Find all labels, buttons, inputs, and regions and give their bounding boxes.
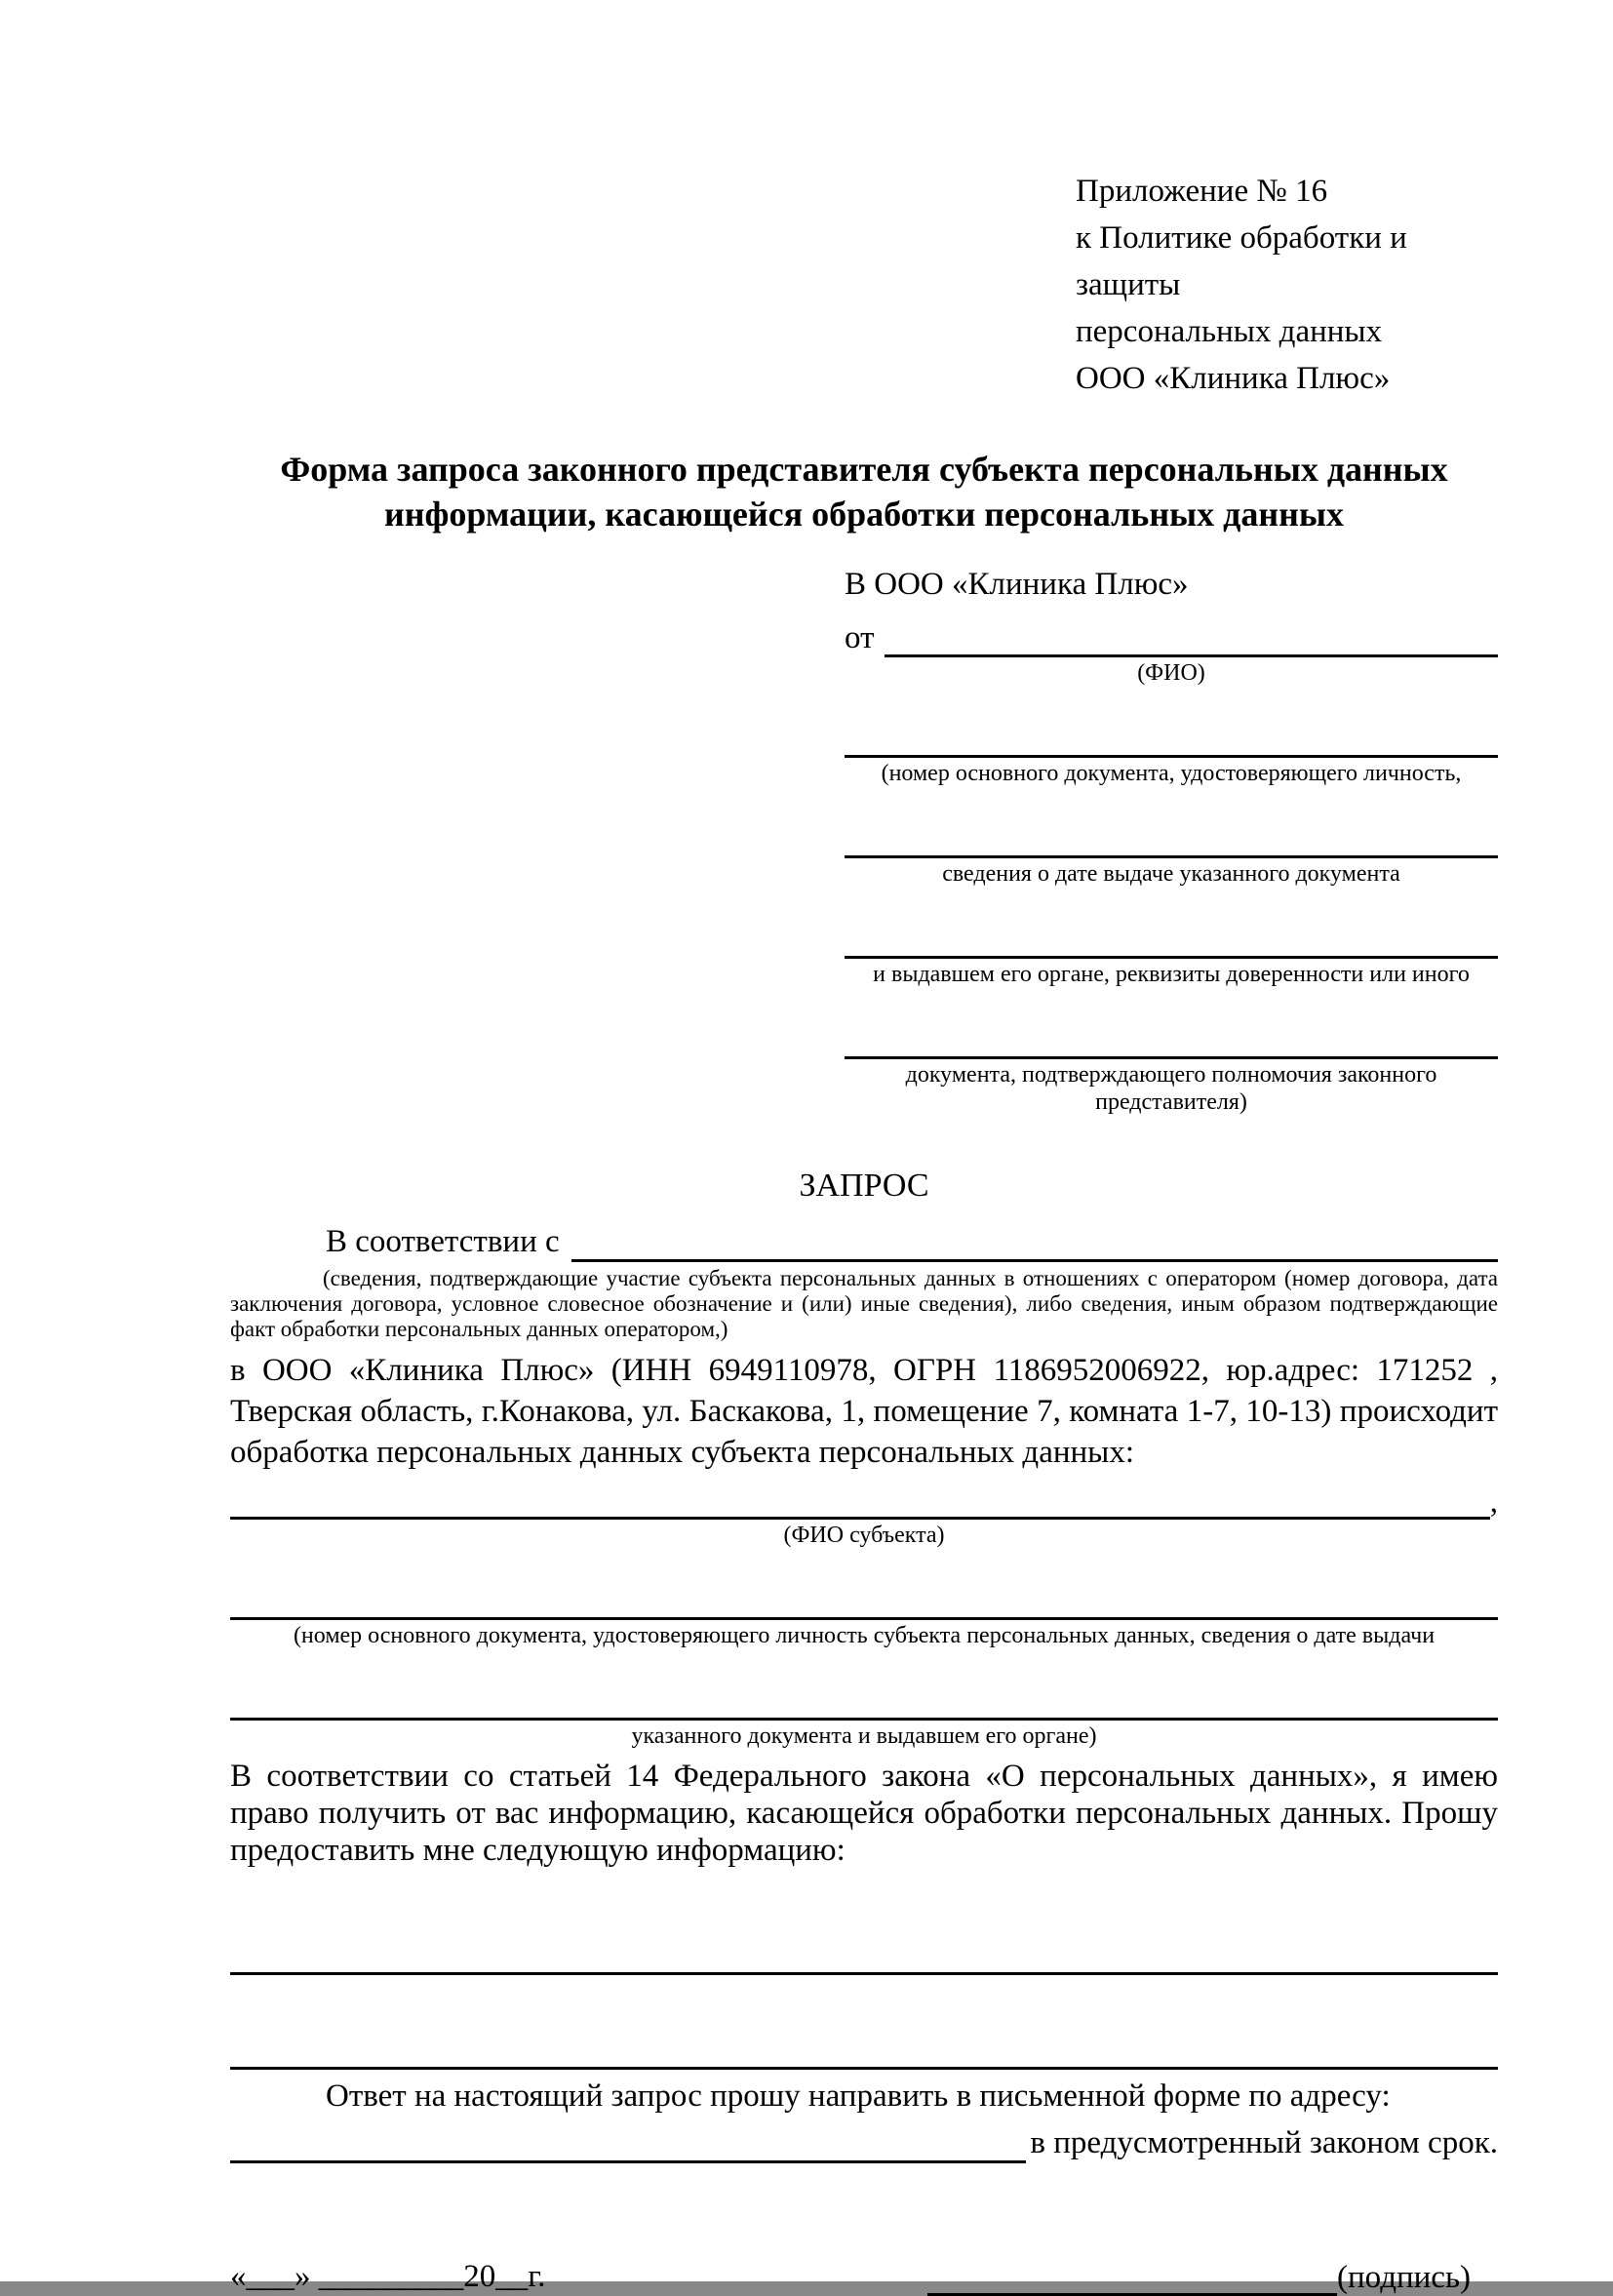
- subject-fio-blank-line: [230, 1482, 1490, 1520]
- subject-document-blank-line: [230, 1576, 1498, 1620]
- fio-caption: (ФИО): [1137, 660, 1205, 686]
- document-number-caption: (номер основного документа, удостоверяющего личность,: [881, 761, 1462, 786]
- spacer: [845, 888, 1498, 913]
- reply-address-row: [230, 2118, 1498, 2163]
- authority-document-blank-line: [845, 1013, 1498, 1059]
- subject-document-caption-2: указанного документа и выдавшем его органе): [631, 1723, 1097, 1749]
- appendix-line: Приложение № 16: [1076, 174, 1328, 209]
- issuing-authority-blank-line: [845, 913, 1498, 959]
- document-title: [230, 447, 1498, 536]
- spacer: [845, 988, 1498, 1013]
- spacer: [845, 687, 1498, 712]
- reply-address-blank-line: [230, 2121, 1026, 2163]
- appendix-line: персональных данных: [1076, 314, 1383, 349]
- operator-paragraph: в ООО «Клиника Плюс» (ИНН 6949110978, ОГРН 1186952006922, юр.адрес: 171252 , Тверская область, г.Конакова, ул. Баскакова, 1, помещение 7, комната 1-7, 10-13) происходит обработка персональных данных субъекта персональных данных:: [230, 1353, 1498, 1470]
- footer-row: [230, 2257, 1471, 2296]
- appendix-block: [1076, 168, 1498, 402]
- signature-caption: (подпись): [1337, 2260, 1471, 2295]
- addressee-block: [845, 564, 1498, 1116]
- accordance-field-row: [230, 1217, 1498, 1262]
- document-number-blank-line: [845, 712, 1498, 758]
- reply-paragraph: Ответ на настоящий запрос прошу направить в письменной форме по адресу:: [326, 2078, 1391, 2114]
- signature-group: [927, 2258, 1471, 2296]
- accordance-caption: (сведения, подтверждающие участие субъекта персональных данных в отношениях с оператором (номер договора, дата заключения договора, условное словесное обозначение и (или) иные сведения), либо сведения, иным образом подтверждающие факт обработки персональных данных оператором,): [230, 1266, 1498, 1341]
- reply-deadline-text: в предусмотренный законом срок.: [1030, 2125, 1498, 2160]
- law-paragraph: В соответствии со статьей 14 Федерального закона «О персональных данных», я имею право получить от вас информацию, касающейся обработки персональных данных. Прошу предоставить мне следующую информацию:: [230, 1759, 1498, 1868]
- issue-date-blank-line: [845, 812, 1498, 858]
- document-content: [230, 0, 1498, 2296]
- subject-document-caption-1: (номер основного документа, удостоверяющего личность субъекта персональных данных, сведения о дате выдачи: [293, 1623, 1436, 1648]
- subject-fio-caption: (ФИО субъекта): [783, 1523, 945, 1548]
- subject-document-blank-line-2: [230, 1677, 1498, 1721]
- requested-info-blank-line-2: [230, 2026, 1498, 2070]
- issue-date-caption: сведения о дате выдаче указанного документа: [942, 861, 1400, 887]
- signature-blank-line: [927, 2258, 1337, 2296]
- requested-info-blank-line-1: [230, 1931, 1498, 1975]
- from-label: от: [845, 620, 875, 655]
- date-blank-field: «___» _________20__г.: [230, 2259, 546, 2294]
- document-title-line1: Форма запроса законного представителя субъекта персональных данных: [280, 450, 1448, 489]
- document-title-line2: информации, касающейся обработки персональных данных: [384, 495, 1344, 534]
- spacer: [845, 787, 1498, 812]
- appendix-line: ООО «Клиника Плюс»: [1076, 361, 1391, 396]
- from-field-row: [845, 614, 1498, 657]
- trailing-comma: ,: [1489, 1484, 1498, 1520]
- authority-document-caption: документа, подтверждающего полномочия законного представителя): [905, 1062, 1437, 1115]
- request-heading: ЗАПРОС: [799, 1168, 929, 1204]
- from-blank-line: [885, 615, 1499, 657]
- addressee-organization: В ООО «Клиника Плюс»: [845, 567, 1189, 602]
- appendix-line: к Политике обработки и защиты: [1076, 220, 1407, 302]
- subject-fio-blank-row: [230, 1481, 1498, 1520]
- accordance-blank-line: [571, 1218, 1498, 1262]
- issuing-authority-caption: и выдавшем его органе, реквизиты доверенности или иного: [873, 962, 1470, 987]
- accordance-label: В соответствии с: [326, 1224, 560, 1259]
